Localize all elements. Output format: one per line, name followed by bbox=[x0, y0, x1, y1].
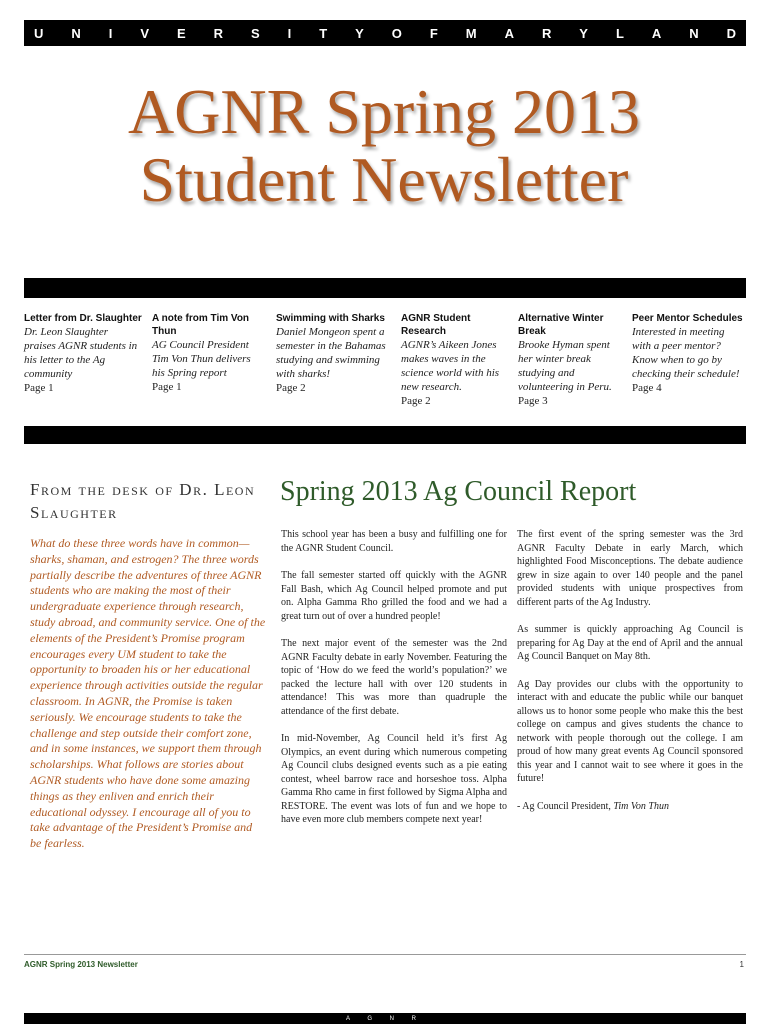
report-paragraph: The next major event of the semester was the 2nd AGNR Faculty debate in early November. Featuring the topic of ‘How do we feed the world’s population?’ we packed the lecture hall with over 120 students in attendance! This was more than quadruple the attendance of the first debate. bbox=[281, 638, 507, 717]
university-banner bbox=[24, 20, 746, 46]
toc-heading: Alternative Winter Break bbox=[518, 313, 604, 337]
footer-bar-text: A G N R bbox=[345, 1015, 424, 1022]
report-paragraph: This school year has been a busy and fulfilling one for the AGNR Student Council. bbox=[281, 529, 507, 554]
toc-description: Dr. Leon Slaughter praises AGNR students in his letter to the Ag community bbox=[24, 326, 138, 380]
report-title: Spring 2013 Ag Council Report bbox=[280, 476, 637, 507]
signoff-text: - Ag Council President, bbox=[517, 800, 614, 812]
banner-letter: R bbox=[213, 25, 223, 41]
report-paragraph: The first event of the spring semester was the 3rd AGNR Faculty Debate in early March, which highlighted Food Misconceptions. The debate audience grew in size again to over 140 people and the panel provided students with unique prospectives from different parts of the Ag Industry. bbox=[517, 529, 743, 608]
banner-letter: S bbox=[250, 25, 260, 41]
toc-item-von-thun[interactable] bbox=[152, 312, 262, 394]
report-column-right bbox=[517, 528, 743, 827]
toc-page: Page 2 bbox=[276, 382, 306, 394]
banner-letter: I bbox=[287, 25, 292, 41]
report-paragraph: In mid-November, Ag Council held it’s first Ag Olympics, an event during which numerous competing Ag Council clubs designed events such as a pie eating contest, wheel barrow race and horseshoe toss. Alpha Gamma Rho came in first followed by Sigma Alpha and RESTORE. The event was lots of fun and we hope to have even more club members compete next year! bbox=[281, 733, 507, 825]
banner-letter: O bbox=[391, 25, 402, 41]
banner-letter: E bbox=[176, 25, 186, 41]
banner-letter: A bbox=[504, 25, 514, 41]
divider-bar-top bbox=[24, 278, 746, 298]
banner-letter: U bbox=[34, 25, 44, 41]
banner-letter: V bbox=[140, 25, 149, 41]
toc-page: Page 1 bbox=[24, 382, 54, 394]
toc-description: Interested in meeting with a peer mentor? Know when to go by checking their schedule! bbox=[632, 326, 740, 380]
toc-heading: AGNR Student Research bbox=[401, 313, 471, 337]
toc-item-winter-break[interactable] bbox=[518, 312, 622, 408]
desk-sidebar bbox=[30, 478, 266, 852]
footer-newsletter-name: AGNR Spring 2013 Newsletter bbox=[24, 960, 138, 969]
title-line-2: Student Newsletter bbox=[139, 144, 629, 215]
toc-heading: A note from Tim Von Thun bbox=[152, 313, 250, 337]
toc-page: Page 1 bbox=[152, 381, 182, 393]
banner-letter: N bbox=[71, 25, 81, 41]
table-of-contents bbox=[24, 312, 746, 412]
toc-page: Page 4 bbox=[632, 382, 662, 394]
report-signoff bbox=[517, 800, 743, 814]
banner-letter: M bbox=[465, 25, 477, 41]
toc-description: Daniel Mongeon spent a semester in the Bahamas studying and swimming with sharks! bbox=[276, 326, 386, 380]
report-paragraph: As summer is quickly approaching Ag Council is preparing for Ag Day at the end of April and the annual Ag Council Banquet on May 8th. bbox=[517, 624, 743, 662]
banner-letter: N bbox=[689, 25, 699, 41]
banner-letter: Y bbox=[579, 25, 588, 41]
newsletter-title bbox=[0, 78, 768, 214]
toc-description: AGNR’s Aikeen Jones makes waves in the science world with his new research. bbox=[401, 339, 500, 393]
signoff-name: Tim Von Thun bbox=[613, 800, 669, 812]
page-number: 1 bbox=[739, 960, 744, 969]
footer-rule bbox=[24, 954, 746, 955]
desk-body: What do these three words have in common—sharks, shaman, and estrogen? The three words partially describe the adventures of three AGNR students who are making the most of their undergraduate experience through research, study abroad, and community service. One of the elements of the President’s Promise program encourages every UM student to take the opportunity to broaden his or her educational experience through activities outside the regular classroom. In AGNR, the Promise is taken seriously. We encourage students to take the challenge and step outside their comfort zone, and in some instances, we support them through scholarships. What follows are stories about AGNR students who have done some amazing things as they enliven and enrich their educational odyssey. I encourage all of you to take advantage of the President’s Promise and be fearless. bbox=[30, 536, 266, 851]
toc-description: AG Council President Tim Von Thun delivers his Spring report bbox=[152, 339, 251, 379]
banner-letter: R bbox=[541, 25, 552, 41]
banner-letter: D bbox=[726, 25, 736, 41]
footer-bar bbox=[24, 1013, 746, 1024]
toc-item-research[interactable] bbox=[401, 312, 507, 408]
toc-item-sharks[interactable] bbox=[276, 312, 392, 395]
banner-letter: F bbox=[429, 25, 438, 41]
toc-heading: Letter from Dr. Slaughter bbox=[24, 313, 142, 324]
title-line-1: AGNR Spring 2013 bbox=[127, 76, 641, 147]
toc-page: Page 2 bbox=[401, 395, 431, 407]
banner-letter: T bbox=[319, 25, 328, 41]
report-paragraph: Ag Day provides our clubs with the opportunity to interact with and educate the public while our banquet allows us to honor some people who make this the best college on campus and gives students the chance to network with people thorough out the college. I am proud of how many great events Ag Council sponsored this year and I cannot wait to see where it goes in the future! bbox=[517, 678, 743, 784]
banner-letter: I bbox=[108, 25, 113, 41]
toc-description: Brooke Hyman spent her winter break studying and volunteering in Peru. bbox=[518, 339, 612, 393]
banner-letter: L bbox=[615, 25, 624, 41]
toc-heading: Peer Mentor Schedules bbox=[632, 313, 743, 324]
toc-item-peer-mentor[interactable] bbox=[632, 312, 746, 395]
banner-letter: A bbox=[651, 25, 662, 41]
toc-page: Page 3 bbox=[518, 395, 548, 407]
report-paragraph: The fall semester started off quickly with the AGNR Fall Bash, which Ag Council helped promote and put on. Alpha Gamma Rho grilled the food and we had a great turn out of over a hundred people! bbox=[281, 570, 507, 622]
desk-heading: From the desk of Dr. Leon Slaughter bbox=[30, 480, 256, 522]
divider-bar-bottom bbox=[24, 426, 746, 444]
report-column-left bbox=[281, 528, 507, 841]
toc-heading: Swimming with Sharks bbox=[276, 313, 385, 324]
banner-letter: Y bbox=[355, 25, 364, 41]
toc-item-slaughter[interactable] bbox=[24, 312, 142, 395]
